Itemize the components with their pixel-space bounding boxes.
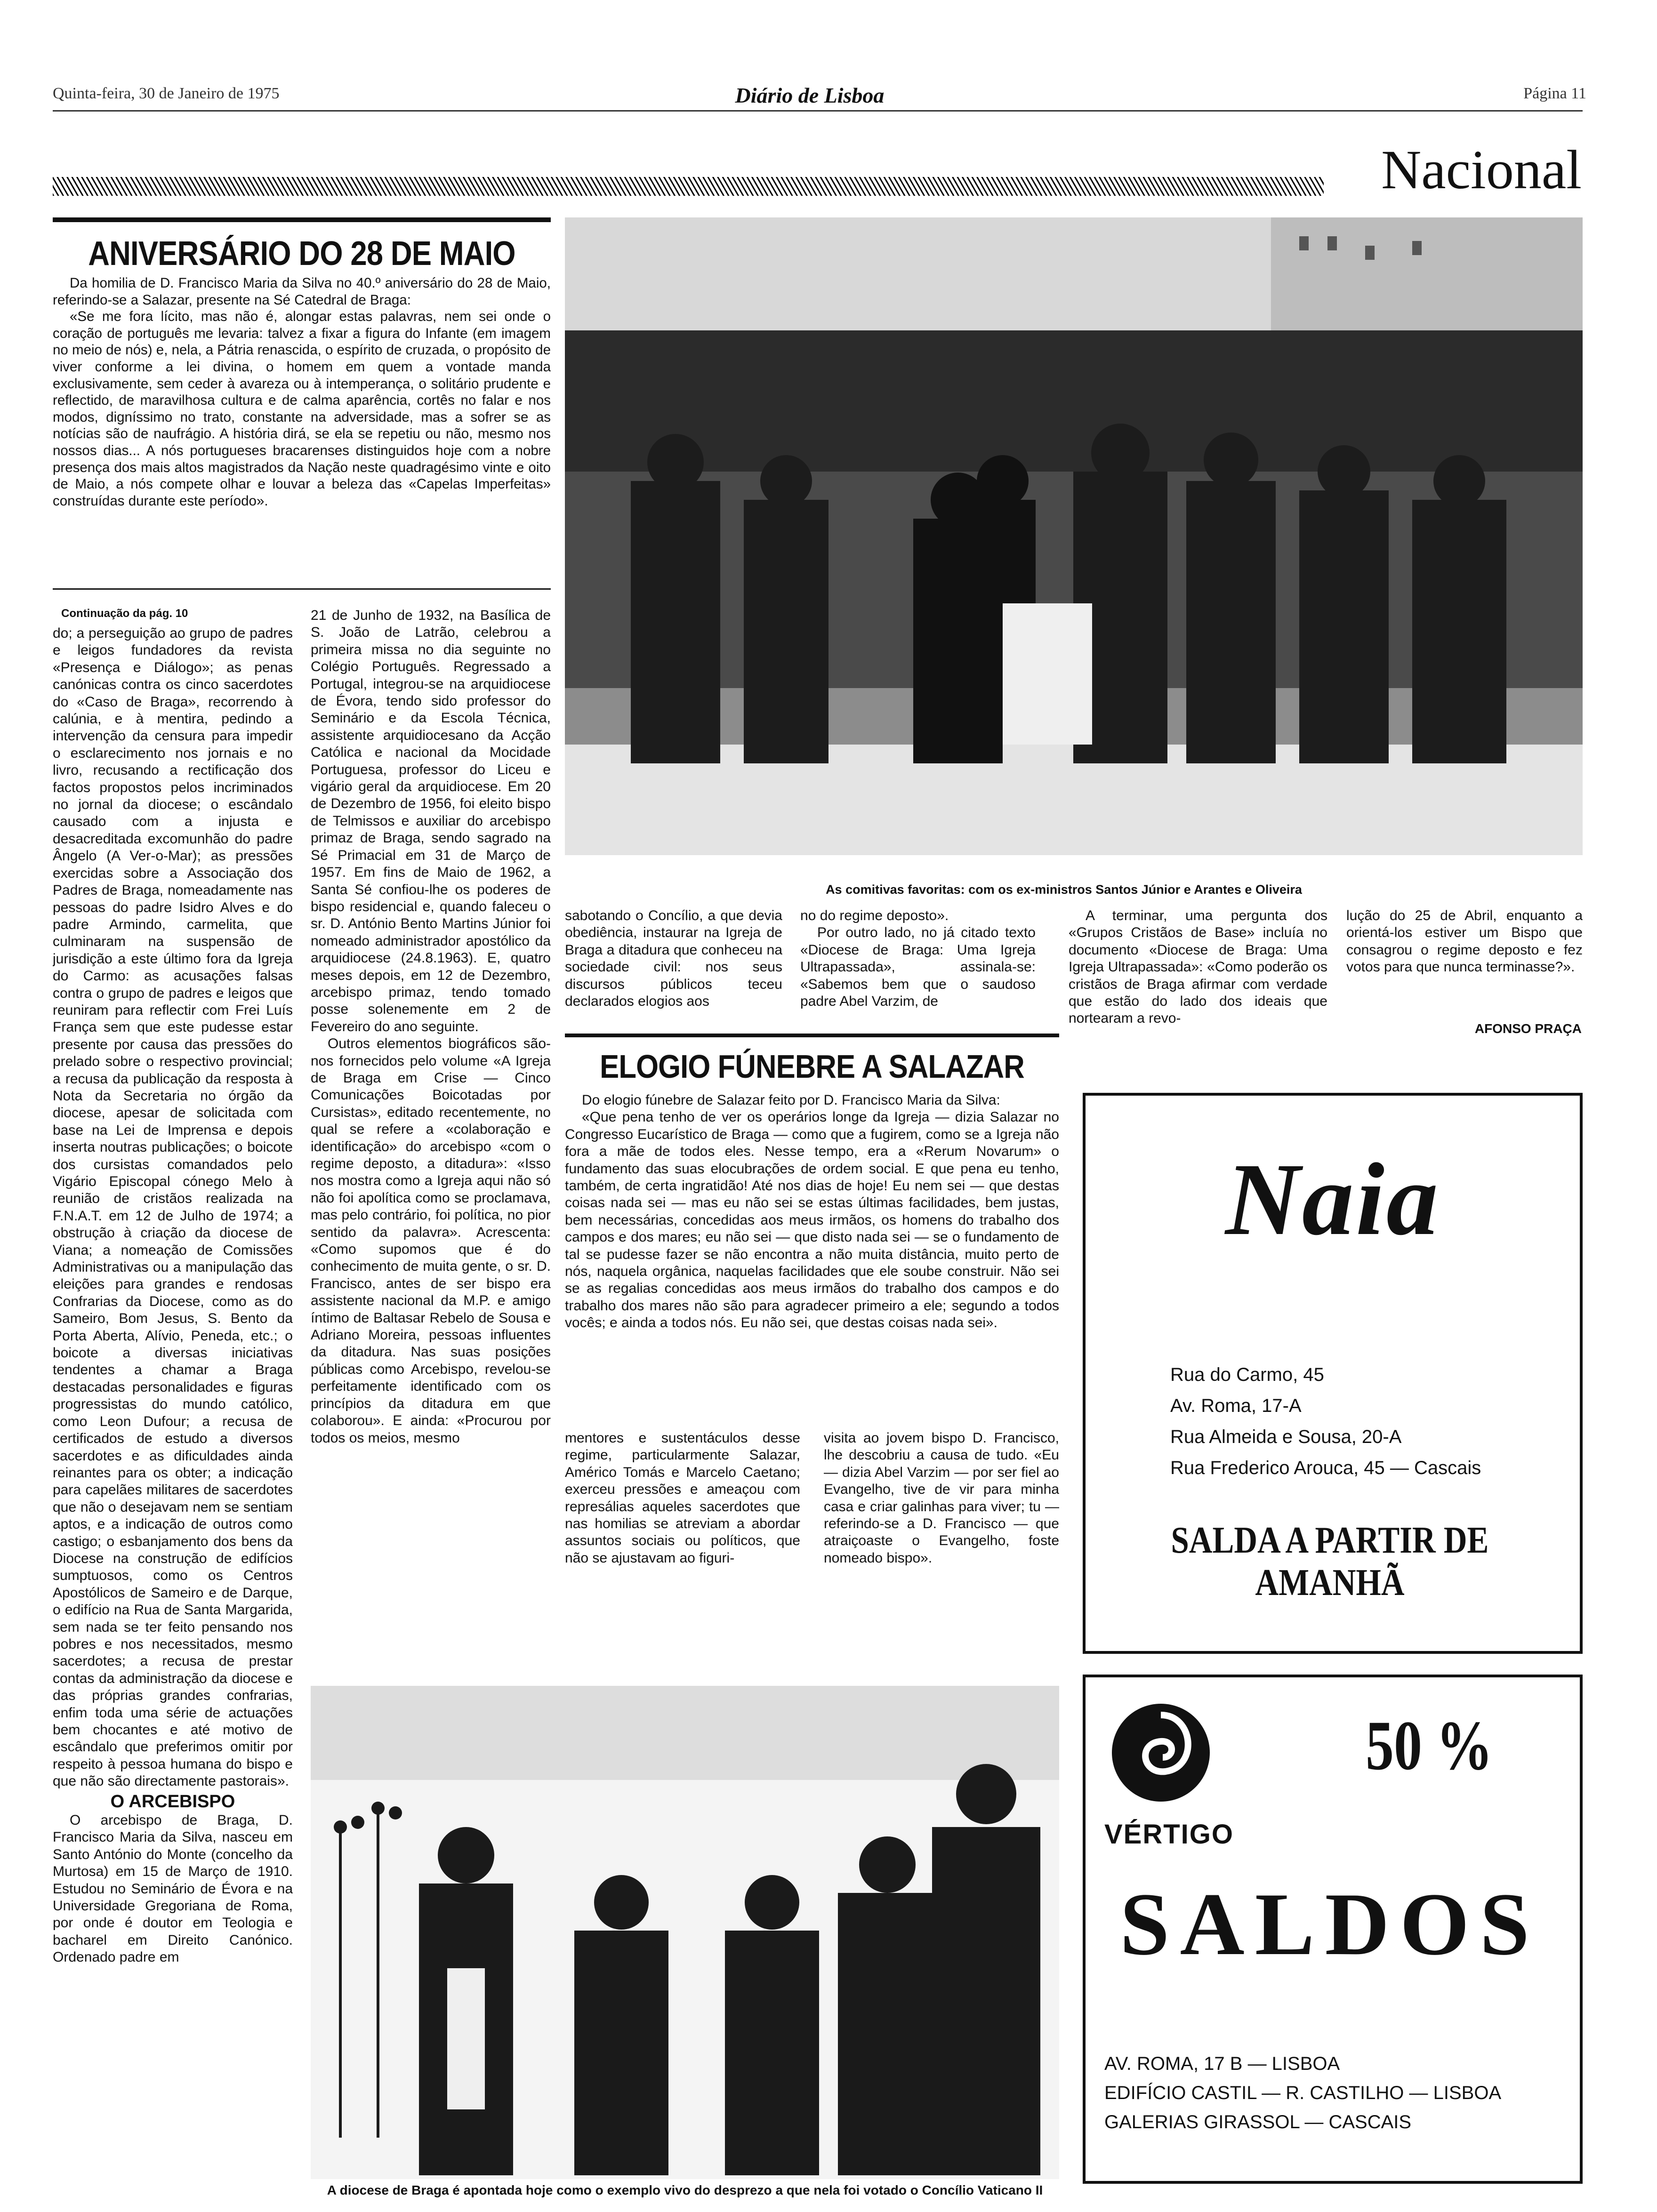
- ad-vertigo: [1083, 1675, 1583, 2184]
- paragraph: 21 de Junho de 1932, na Basílica de S. João de Latrão, celebrou a primeira missa no dia seguinte no Colégio Português. Regressado a Portugal, integrou-se na arquidiocese de Évora, tendo sido professor do Seminário e da Escola Técnica, assistente arquidiocesano da Acção Católica e nacional da Mocidade Portuguesa, professor do Liceu e vigário geral da arquidiocese. Em 20 de Dezembro de 1956, foi eleito bispo de Telmissos e auxiliar do arcebispo primaz de Braga, sendo sagrado na Sé Primacial em 31 de Março de 1957. Em fins de Maio de 1962, a Santa Sé confiou-lhe os poderes de bispo residencial e, quando faleceu o sr. D. António Bento Martins Júnior foi nomeado administrador apostólico da arquidiocese (24.8.1963). E, quatro meses depois, em 12 de Dezembro, arcebispo primaz, tendo tomado posse solenemente em 2 de Fevereiro do ano seguinte.: [311, 608, 551, 1034]
- subhead-arcebispo: O ARCEBISPO: [110, 1791, 235, 1811]
- paragraph: do; a perseguição ao grupo de padres e leigos fundadores da revista «Presença e Diálogo»; as penas canónicas contra os cinco sacerdotes do «Caso de Braga», recorrendo à calúnia, e à mentira, pedindo a intervenção da censura para impedir o esclarecimento nos jornais e no livro, recusando a rectificação dos factos propostos pelos incriminados no jornal da diocese; o escândalo causado com a injusta e desacreditada excomunhão do padre Ângelo (A Ver-o-Mar); as pressões exercidas sobre a Associação dos Padres de Braga, nomeadamente nas pessoas do padre Isidro Alves e do padre Armindo, carmelita, que culminaram na suspensão de jurisdição a este último fora da Igreja do Carmo: as acusações falsas contra o grupo de padres e leigos que reuniram para reflectir com Frei Luís França sem que este pudesse estar presente por causa das pressões do prelado sobre o respectivo provincial; a recusa da publicação da resposta à Nota da Secretaria no órgão da diocese, apesar de solicitada com base na Lei de Imprensa e depois inserta noutras publicações; o boicote dos cursistas comandados pelo Vigário Episcopal cónego Melo à reunião de cristãos realizada na F.N.A.T. em 12 de Julho de 1974; a obstrução à criação da diocese de Viana; a nomeação de Comissões Administrativas ou a manipulação das eleições para grandes e rendosas Confrarias da Diocese, como as do Sameiro, Bom Jesus, S. Bento da Porta Aberta, Alívio, Peneda, etc.; o boicote a diversas iniciativas tendentes a chamar a Braga destacadas personalidades e figuras progressistas do mundo católico, como Leon Dufour; a recusa de certificados de estudo a diversos sacerdotes e as dificuldades ainda reinantes para os obter; a indicação para capelães militares de sacerdotes que não o desejavam nem se sentiam aptos, e a indicação de outros como castigo; o esbanjamento dos bens da Diocese na construção de edifícios sumptuosos, como os Centros Apostólicos de Sameiro e de Darque, o edifício na Rua de Santa Margarida, sem nada se ter feito pensando nos pobres e nos necessitados, mesmo sacerdotes; a recusa de prestar contas da administração da diocese e das próprias grandes confrarias, enfim toda uma série de actuações bem chocantes e até motivo de escândalo que preferimos omitir por respeito à pessoa humana do bispo e que não são directamente pastorais».: [53, 625, 293, 1789]
- paragraph: «Se me fora lícito, mas não é, alongar estas palavras, nem sei onde o coração de português me levaria: talvez a fixar a figura do Infante (em imagem no meio de nós) e, nela, a Pátria renascida, o espírito de cruzada, o propósito de viver conforme a lei divina, o homem em quem a vontade manda exclusivamente, sem ceder à avareza ou à intemperança, o solitário prudente e reflectido, de maravilhosa cultura e de calma aparência, cortês no falar e nos modos, digníssimo no trato, constante na adversidade, mas a sofrer se as notícias são de naufrágio. A história dirá, se ela se repetiu ou não, mesmo nos nossos dias... A nós portugueses bracarenses distinguidos hoje com a nobre presença dos mais altos magistrados da Nação neste quadragésimo vinte e oito de Maio, a nós compete olhar e louvar a beleza das «Capelas Imperfeitas» construídas durante este período».: [53, 309, 551, 509]
- vertigo-address: GALERIAS GIRASSOL — CASCAIS: [1104, 2112, 1412, 2132]
- paragraph: no do regime deposto».: [800, 908, 949, 923]
- masthead-rule: [53, 110, 1583, 112]
- paragraph: Outros elementos biográficos são-nos fornecidos pelo volume «A Igreja de Braga em Crise — Cinco Comunicações Boicotadas por Cursistas», editado recentemente, no qual se refere a «colaboração e identificação» do arcebispo «com o regime deposto, a ditadura»: «Isso nos mostra como a Igreja aqui não só não foi apolítica como se proclamava, mas pelo contrário, foi política, no pior sentido da palavra». Acrescenta: «Como supomos que é do conhecimento de muita gente, o sr. D. Francisco, antes de ser bispo era assistente nacional da M.P. e amigo íntimo de Baltasar Rebelo de Sousa e Adriano Moreira, pessoas influentes da ditadura. Nas suas posições públicas como Arcebispo, revelou-se perfeitamente identificado com os princípios da ditadura em que colaborou». E ainda: «Procurou por todos os meios, mesmo: [311, 1036, 551, 1446]
- vertigo-address-list: [1104, 2049, 1501, 2137]
- newspaper-name: Diário de Lisboa: [735, 83, 885, 107]
- middle-column-4: [1346, 907, 1583, 1011]
- section-band: [53, 177, 1324, 196]
- vertigo-swirl-icon: [1104, 1696, 1217, 1809]
- paragraph: Do elogio fúnebre de Salazar feito por D. Francisco Maria da Silva:: [582, 1092, 1000, 1108]
- vertigo-percent: 50 %: [1366, 1707, 1493, 1785]
- naia-logo: Naia: [1225, 1142, 1440, 1257]
- article-divider: [53, 588, 551, 590]
- photo-ceremony-image: [311, 1686, 1059, 2179]
- photo-procession-caption: As comitivas favoritas: com os ex-ministros Santos Júnior e Arantes e Oliveira: [826, 882, 1302, 897]
- article-elogio-column-a: [565, 1430, 800, 1590]
- photo-ceremony-caption: A diocese de Braga é apontada hoje como o exemplo vivo do desprezo a que nela foi votado o Concílio Vaticano II: [327, 2183, 1043, 2197]
- section-title: Nacional: [1381, 139, 1582, 200]
- paragraph: Por outro lado, no já citado texto «Diocese de Braga: Uma Igreja Ultrapassada», assinala-se: «Sabemos bem que o saudoso padre Abel Varzim, de: [800, 925, 1036, 1010]
- title-rule-top: [53, 217, 551, 222]
- naia-address-list: [1170, 1359, 1481, 1483]
- paragraph: A terminar, uma pergunta dos «Grupos Cristãos de Base» incluía no documento «Diocese de Braga: Uma Igreja Ultrapassada»: «Como poderão os cristãos de Braga afirmar com verdade que estão do lado dos ideais que nortearam a revo-: [1069, 908, 1327, 1026]
- article-title-elogio: ELOGIO FÚNEBRE A SALAZAR: [600, 1048, 1024, 1085]
- vertigo-address: AV. ROMA, 17 B — LISBOA: [1104, 2053, 1340, 2074]
- paragraph: O arcebispo de Braga, D. Francisco Maria da Silva, nasceu em Santo António do Monte (concelho da Murtosa) em 15 de Março de 1910. Estudou no Seminário de Évora e na Universidade Gregoriana de Roma, por onde é doutor em Teologia e bacharel em Direito Canónico. Ordenado padre em: [53, 1812, 293, 1965]
- middle-column-2: [800, 907, 1036, 1030]
- ad-naia: [1083, 1093, 1583, 1654]
- middle-column-3: [1069, 907, 1327, 1058]
- paragraph: lução do 25 de Abril, enquanto a orientá-los estiver um Bispo que consagrou o regime deposto e fez votos para que nunca terminasse?».: [1346, 908, 1583, 975]
- article-elogio-body: [565, 1092, 1059, 1398]
- paragraph: Da homilia de D. Francisco Maria da Silva no 40.º aniversário do 28 de Maio, referindo-se a Salazar, presente na Sé Catedral de Braga:: [53, 275, 551, 308]
- title-rule-elogio: [565, 1034, 1059, 1037]
- author-signature: AFONSO PRAÇA: [1474, 1021, 1582, 1036]
- vertigo-brand: VÉRTIGO: [1104, 1819, 1234, 1850]
- naia-address: Rua do Carmo, 45: [1170, 1364, 1324, 1385]
- article-aniversario-body: [53, 275, 551, 583]
- page-number: Página 11: [1523, 85, 1586, 102]
- middle-column-1: [565, 907, 782, 1030]
- naia-address: Rua Almeida e Sousa, 20-A: [1170, 1427, 1402, 1447]
- naia-address: Av. Roma, 17-A: [1170, 1395, 1302, 1416]
- paragraph: sabotando o Concílio, a que devia obediência, instaurar na Igreja de Braga a ditadura que conheceu na sociedade civil: nos seus discursos públicos teceu declarados elogios aos: [565, 908, 782, 1010]
- naia-address: Rua Frederico Arouca, 45 — Cascais: [1170, 1458, 1481, 1478]
- continuation-column-1: [53, 625, 293, 2156]
- photo-procession-image: [565, 217, 1583, 855]
- issue-date: Quinta-feira, 30 de Janeiro de 1975: [53, 85, 280, 102]
- article-elogio-column-b: [824, 1430, 1059, 1590]
- naia-slogan: SALDA A PARTIR DE AMANHÃ: [1171, 1520, 1489, 1603]
- vertigo-address: EDIFÍCIO CASTIL — R. CASTILHO — LISBOA: [1104, 2083, 1502, 2103]
- photo-ceremony: [311, 1686, 1059, 2179]
- photo-procession: [565, 217, 1583, 855]
- article-title-aniversario: ANIVERSÁRIO DO 28 DE MAIO: [88, 235, 515, 272]
- continuation-column-2: [311, 607, 551, 1690]
- paragraph: visita ao jovem bispo D. Francisco, lhe descobriu a causa de tudo. «Eu — dizia Abel Varzim — por ser fiel ao Evangelho, tive de vir para minha casa e criar galinhas para viver; tu — referindo-se a D. Francisco — que atraiçoaste o Evangelho, foste nomeado bispo».: [824, 1430, 1059, 1566]
- vertigo-headline: SALDOS: [1119, 1875, 1540, 1974]
- continuation-label: Continuação da pág. 10: [61, 607, 188, 620]
- paragraph: mentores e sustentáculos desse regime, particularmente Salazar, Américo Tomás e Marcelo Caetano; exerceu pressões e ameaçou com represálias aqueles sacerdotes que nas homilias se atreviam a abordar assuntos sociais ou políticos, que não se ajustavam ao figuri-: [565, 1430, 800, 1566]
- paragraph: «Que pena tenho de ver os operários longe da Igreja — dizia Salazar no Congresso Eucarístico de Braga — como que a fugirem, como se a Igreja não fora a mãe de todos eles. Nesse tempo, era a «Rerum Novarum» o fundamento das suas elocubrações de ordem social. E que pena eu tenho, também, de certa ingratidão! Até nos dias de hoje! Eu nem sei — que destas coisas nada sei — mas eu não sei se estas últimas facilidades, bem justas, bem necessárias, concedidas aos meus irmãos, os homens do trabalho dos campos e dos mares; eu não sei — que disto nada sei — se o fundamento de tal se pudesse fazer se não encontra a não muita distância, muito perto de nós, naquela orgânica, naquelas facilidades que ele soube construir. Não sei se as regalias concedidas aos meus irmãos do trabalho dos campos e do trabalho dos mares não são para agradecer primeiro a ele; segundo a todos vocês; e ainda a todos nós. Eu não sei, que destas coisas nada sei».: [565, 1109, 1059, 1331]
